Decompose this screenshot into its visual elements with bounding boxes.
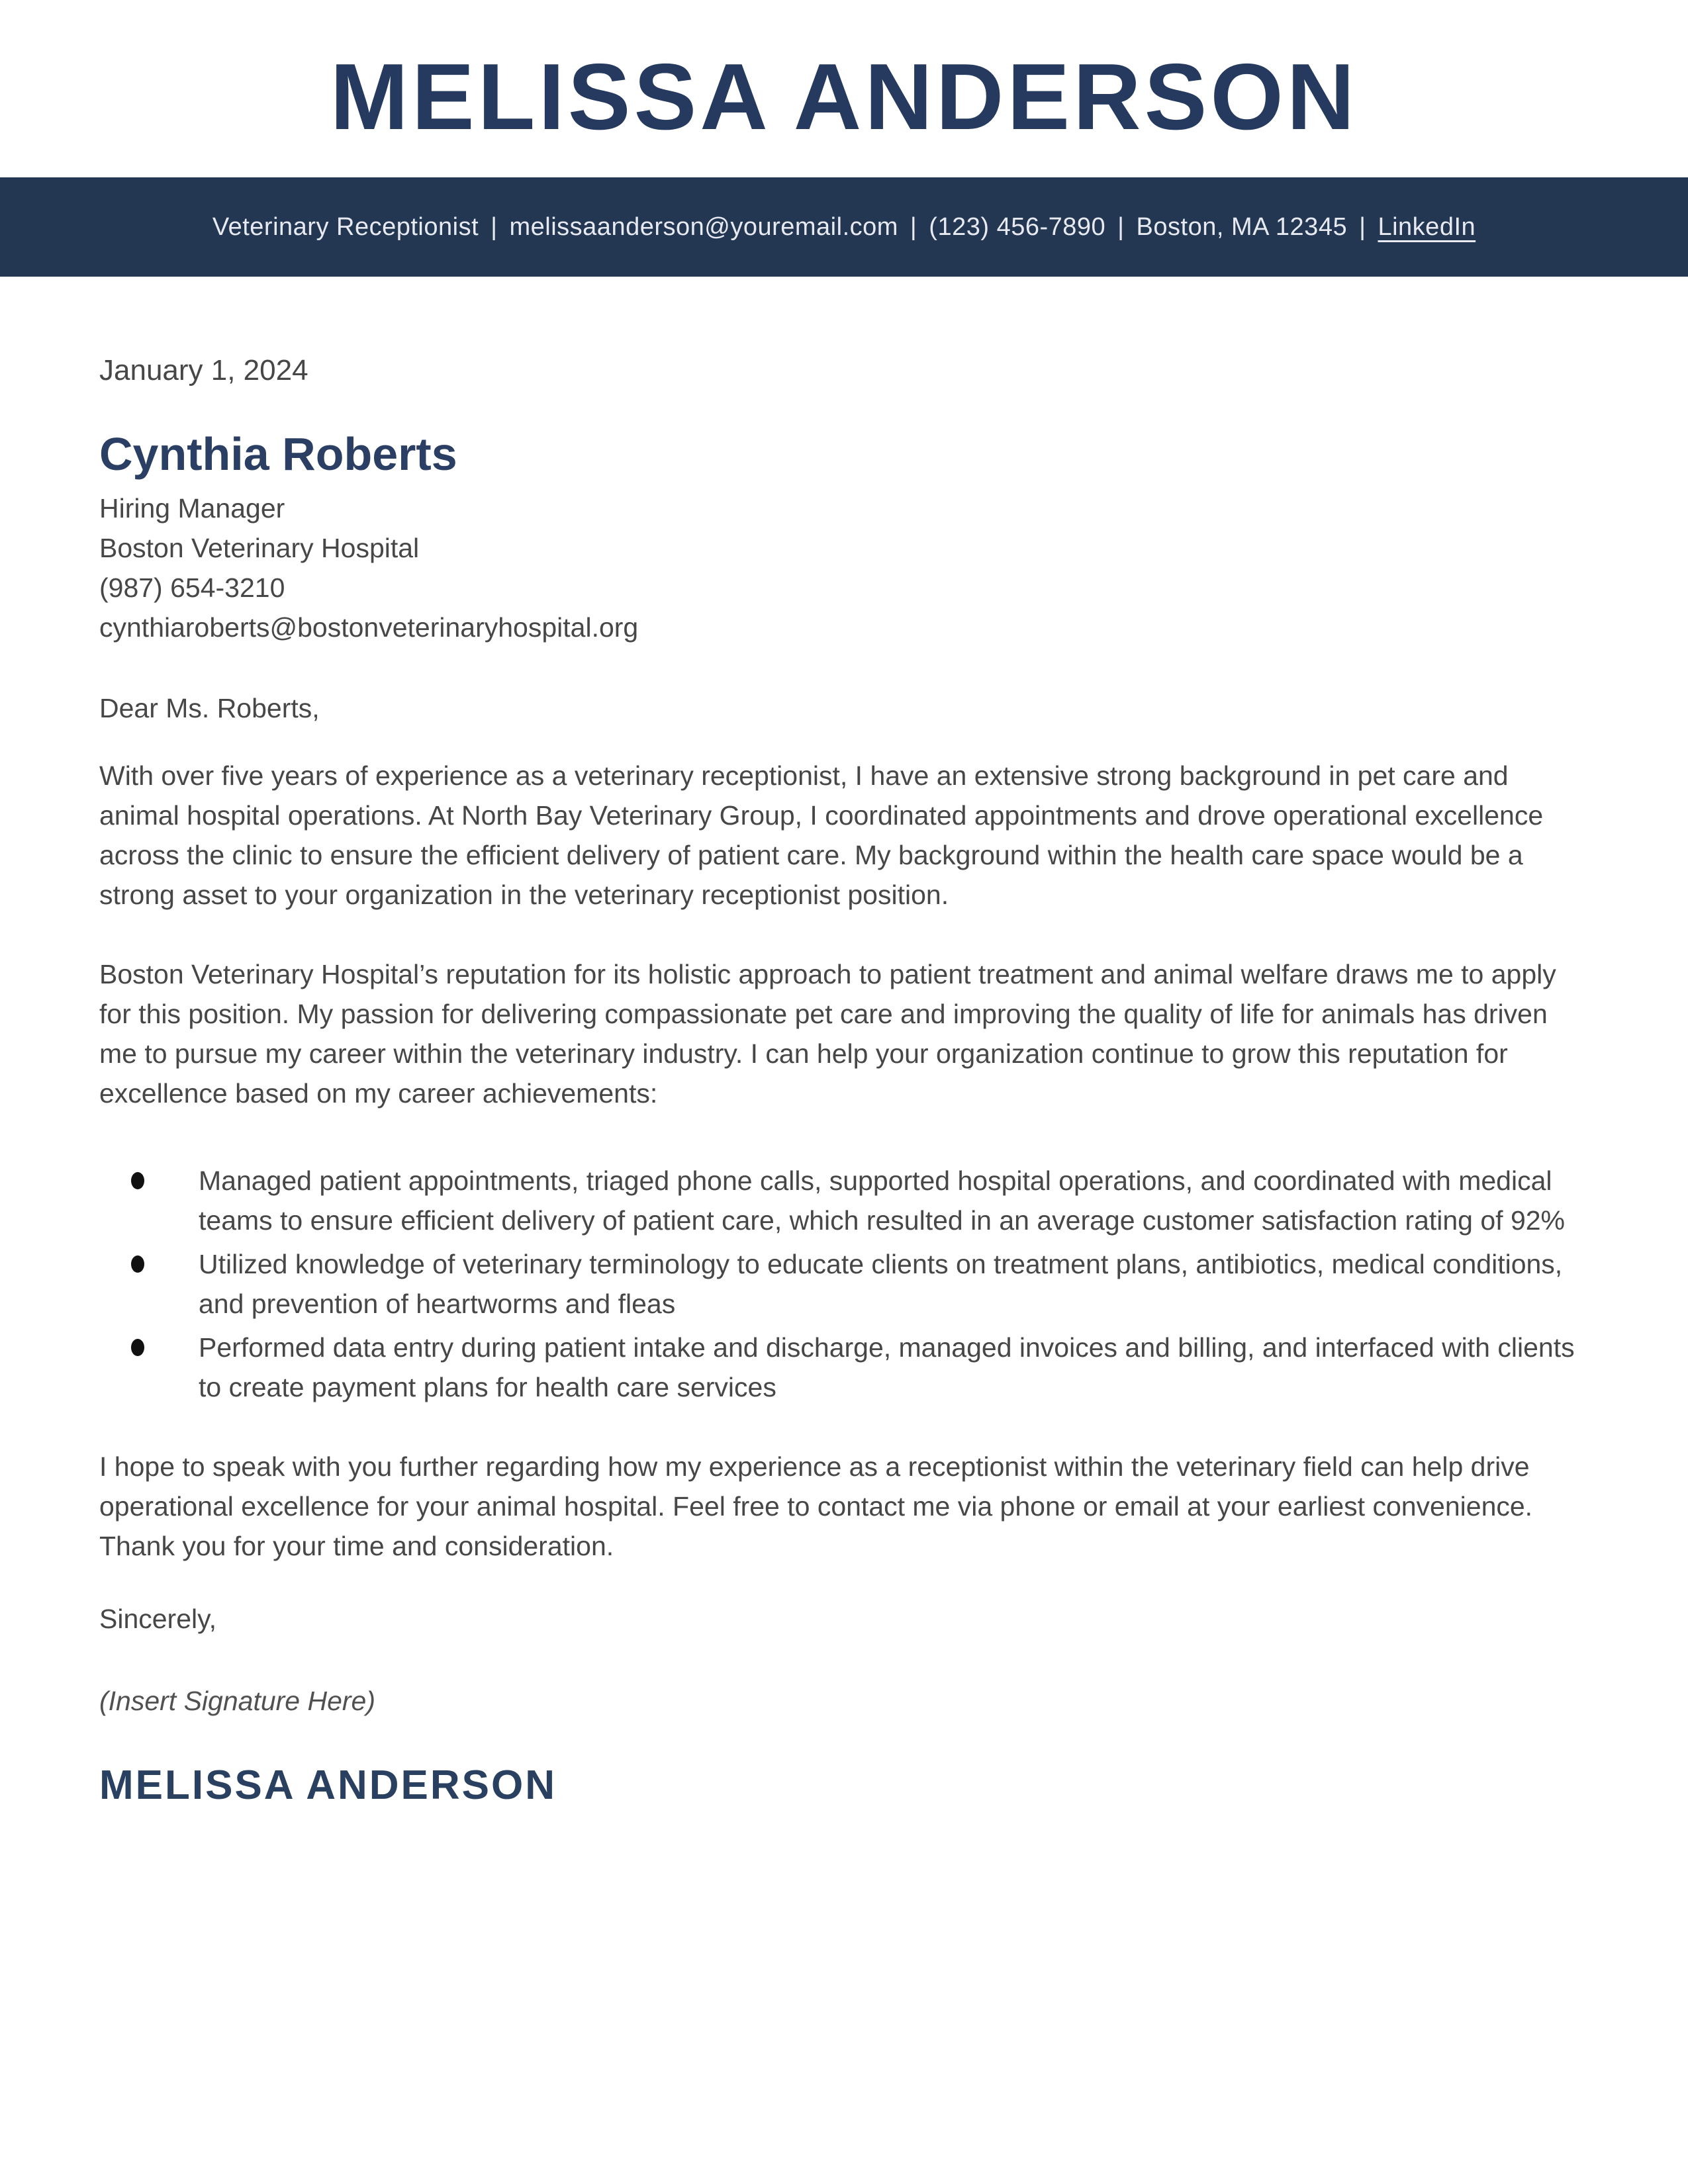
signature-name: MELISSA ANDERSON: [99, 1762, 557, 1808]
letter-date: January 1, 2024: [99, 354, 308, 387]
contact-phone: (123) 456-7890: [929, 212, 1106, 241]
contact-bar: [0, 177, 1688, 277]
closing-paragraph: I hope to speak with you further regarding how my experience as a receptionist within the veterinary field can help drive operational excellence for your animal hospital. Feel free to contact me via phone or email at your earliest convenience. Thank you for your time and consideration.: [99, 1451, 1533, 1561]
bullet-text: Managed patient appointments, triaged phone calls, supported hospital operations, and coordinated with medical teams to ensure efficient delivery of patient care, which resulted in an average customer satisfaction rating of 92%: [199, 1165, 1566, 1236]
contact-location: Boston, MA 12345: [1136, 212, 1348, 241]
body-paragraph-2: Boston Veterinary Hospital’s reputation for its holistic approach to patient treatment and animal welfare draws me to apply for this position. My passion for delivering compassionate pet care and improving the quality of life for animals has driven me to pursue my career within the veterinary industry. I can help your organization continue to grow this reputation for excellence based on my career achievements:: [99, 959, 1556, 1109]
recipient-block: [99, 488, 1589, 647]
recipient-name: Cynthia Roberts: [99, 428, 457, 480]
recipient-phone: (987) 654-3210: [99, 572, 285, 603]
bullet-icon: [131, 1255, 144, 1273]
contact-separator: |: [1359, 212, 1366, 241]
recipient-title: Hiring Manager: [99, 493, 285, 523]
bullet-icon: [131, 1339, 144, 1356]
body-paragraph-1: With over five years of experience as a veterinary receptionist, I have an extensive strong background in pet care and animal hospital operations. At North Bay Veterinary Group, I coordinated appointments and drove operational excellence across the clinic to ensure the efficient delivery of patient care. My background within the health care space would be a strong asset to your organization in the veterinary receptionist position.: [99, 760, 1544, 910]
achievements-list: [99, 1161, 1589, 1407]
letter-body: [0, 351, 1688, 1809]
contact-separator: |: [1117, 212, 1125, 241]
linkedin-link[interactable]: LinkedIn: [1378, 212, 1476, 241]
recipient-company: Boston Veterinary Hospital: [99, 533, 420, 563]
list-item: [99, 1161, 1589, 1240]
list-item: [99, 1328, 1589, 1407]
bullet-text: Utilized knowledge of veterinary terminology to educate clients on treatment plans, antibiotics, medical conditions, and prevention of heartworms and fleas: [199, 1249, 1563, 1319]
contact-role: Veterinary Receptionist: [212, 212, 479, 241]
bullet-icon: [131, 1172, 144, 1189]
recipient-email: cynthiaroberts@bostonveterinaryhospital.org: [99, 612, 639, 643]
page-title: MELISSA ANDERSON: [330, 44, 1358, 150]
contact-email: melissaanderson@youremail.com: [509, 212, 898, 241]
list-item: [99, 1244, 1589, 1324]
salutation: Dear Ms. Roberts,: [99, 693, 320, 723]
signature-placeholder: (Insert Signature Here): [99, 1686, 376, 1716]
valediction: Sincerely,: [99, 1604, 216, 1634]
contact-separator: |: [491, 212, 498, 241]
bullet-text: Performed data entry during patient intake and discharge, managed invoices and billing, and interfaced with clients to create payment plans for health care services: [199, 1332, 1575, 1402]
contact-separator: |: [910, 212, 917, 241]
